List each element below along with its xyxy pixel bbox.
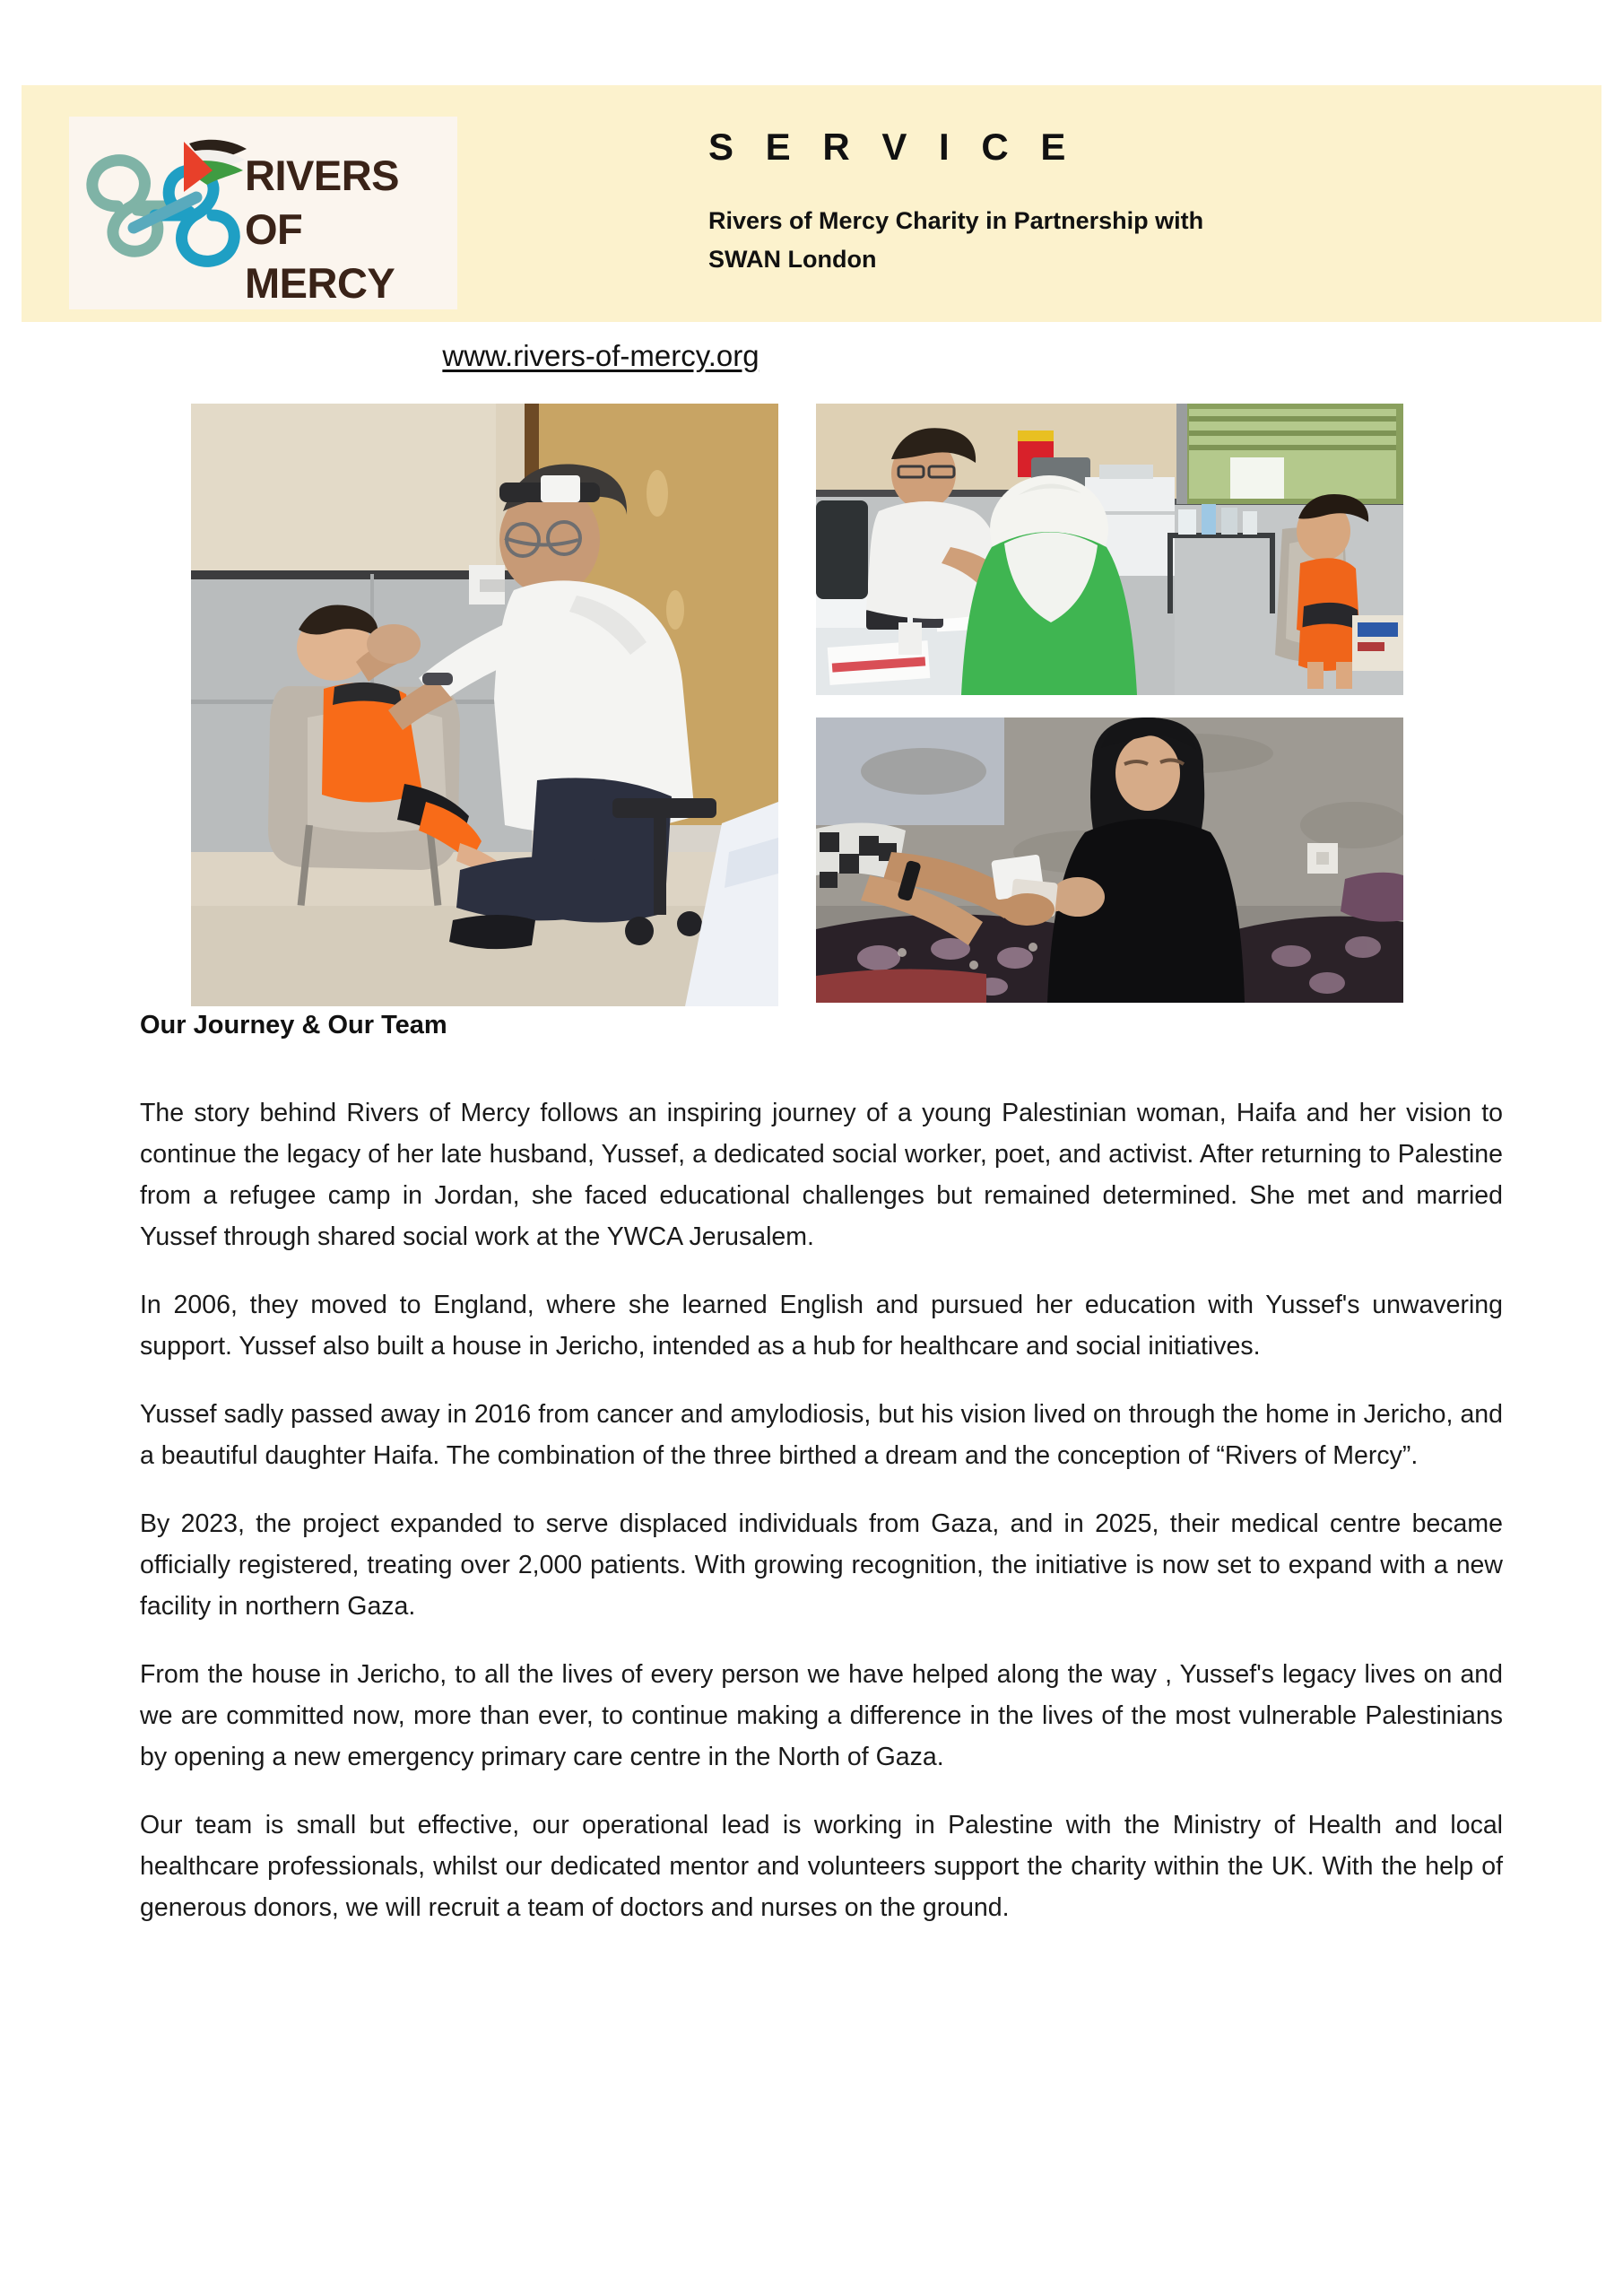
paragraph-3: Yussef sadly passed away in 2016 from cancer and amylodiosis, but his vision lived on through the home in Jericho, and a beautiful daughter Haifa. The combination of the three birthed a dream and the conception of “Rivers of Mercy”. <box>140 1400 1503 1470</box>
paragraph-5: From the house in Jericho, to all the lives of every person we have helped along the way , Yussef's legacy lives on and we are committed now, more than ever, to continue making a difference in the lives of the most vulnerable Palestinians by opening a new emergency primary care centre in the North of Gaza. <box>140 1660 1503 1771</box>
section-heading-our-journey: Our Journey & Our Team <box>140 1011 447 1039</box>
logo-word-line2: OF MERCY <box>245 205 395 307</box>
photo-aid-distribution <box>816 718 1403 1003</box>
paragraph-1: The story behind Rivers of Mercy follows an inspiring journey of a young Palestinian woman, Haifa and her vision to continue the legacy of her late husband, Yussef, a dedicated social worker, poet, and activist. After returning to Palestine from a refugee camp in Jordan, she faced educational challenges but remained determined. She met and married Yussef through shared social work at the YWCA Jerusalem. <box>140 1099 1503 1251</box>
header-banner <box>22 85 1601 322</box>
paragraph-4: By 2023, the project expanded to serve displaced individuals from Gaza, and in 2025, their medical centre became officially registered, treating over 2,000 patients. With growing recognition, the initiative is now set to expand with a new facility in northern Gaza. <box>140 1509 1503 1621</box>
paragraph-2: In 2006, they moved to England, where she learned English and pursued her education with Yussef's unwavering support. Yussef also built a house in Jericho, intended as a hub for healthcare and social initiatives. <box>140 1291 1503 1361</box>
website-url-link[interactable]: www.rivers-of-mercy.org <box>442 339 759 372</box>
banner-title: S E R V I C E <box>708 126 1077 168</box>
banner-subtitle <box>708 202 1515 279</box>
organization-logo <box>69 117 457 309</box>
banner-subtitle-line2: SWAN London <box>708 246 877 273</box>
banner-subtitle-line1: Rivers of Mercy Charity in Partnership with <box>708 207 1204 234</box>
body-text-container <box>140 1092 1503 1928</box>
photo-doctor-examining-child <box>191 404 778 1006</box>
photo-clinic-consultation <box>816 404 1403 695</box>
rivers-knot-logo-icon <box>78 129 248 296</box>
paragraph-6: Our team is small but effective, our operational lead is working in Palestine with the Ministry of Health and local healthcare professionals, whilst our dedicated mentor and volunteers support the charity within the UK. With the help of generous donors, we will recruit a team of doctors and nurses on the ground. <box>140 1811 1503 1922</box>
logo-word-line1: RIVERS <box>245 152 399 199</box>
logo-wordmark <box>245 149 453 309</box>
